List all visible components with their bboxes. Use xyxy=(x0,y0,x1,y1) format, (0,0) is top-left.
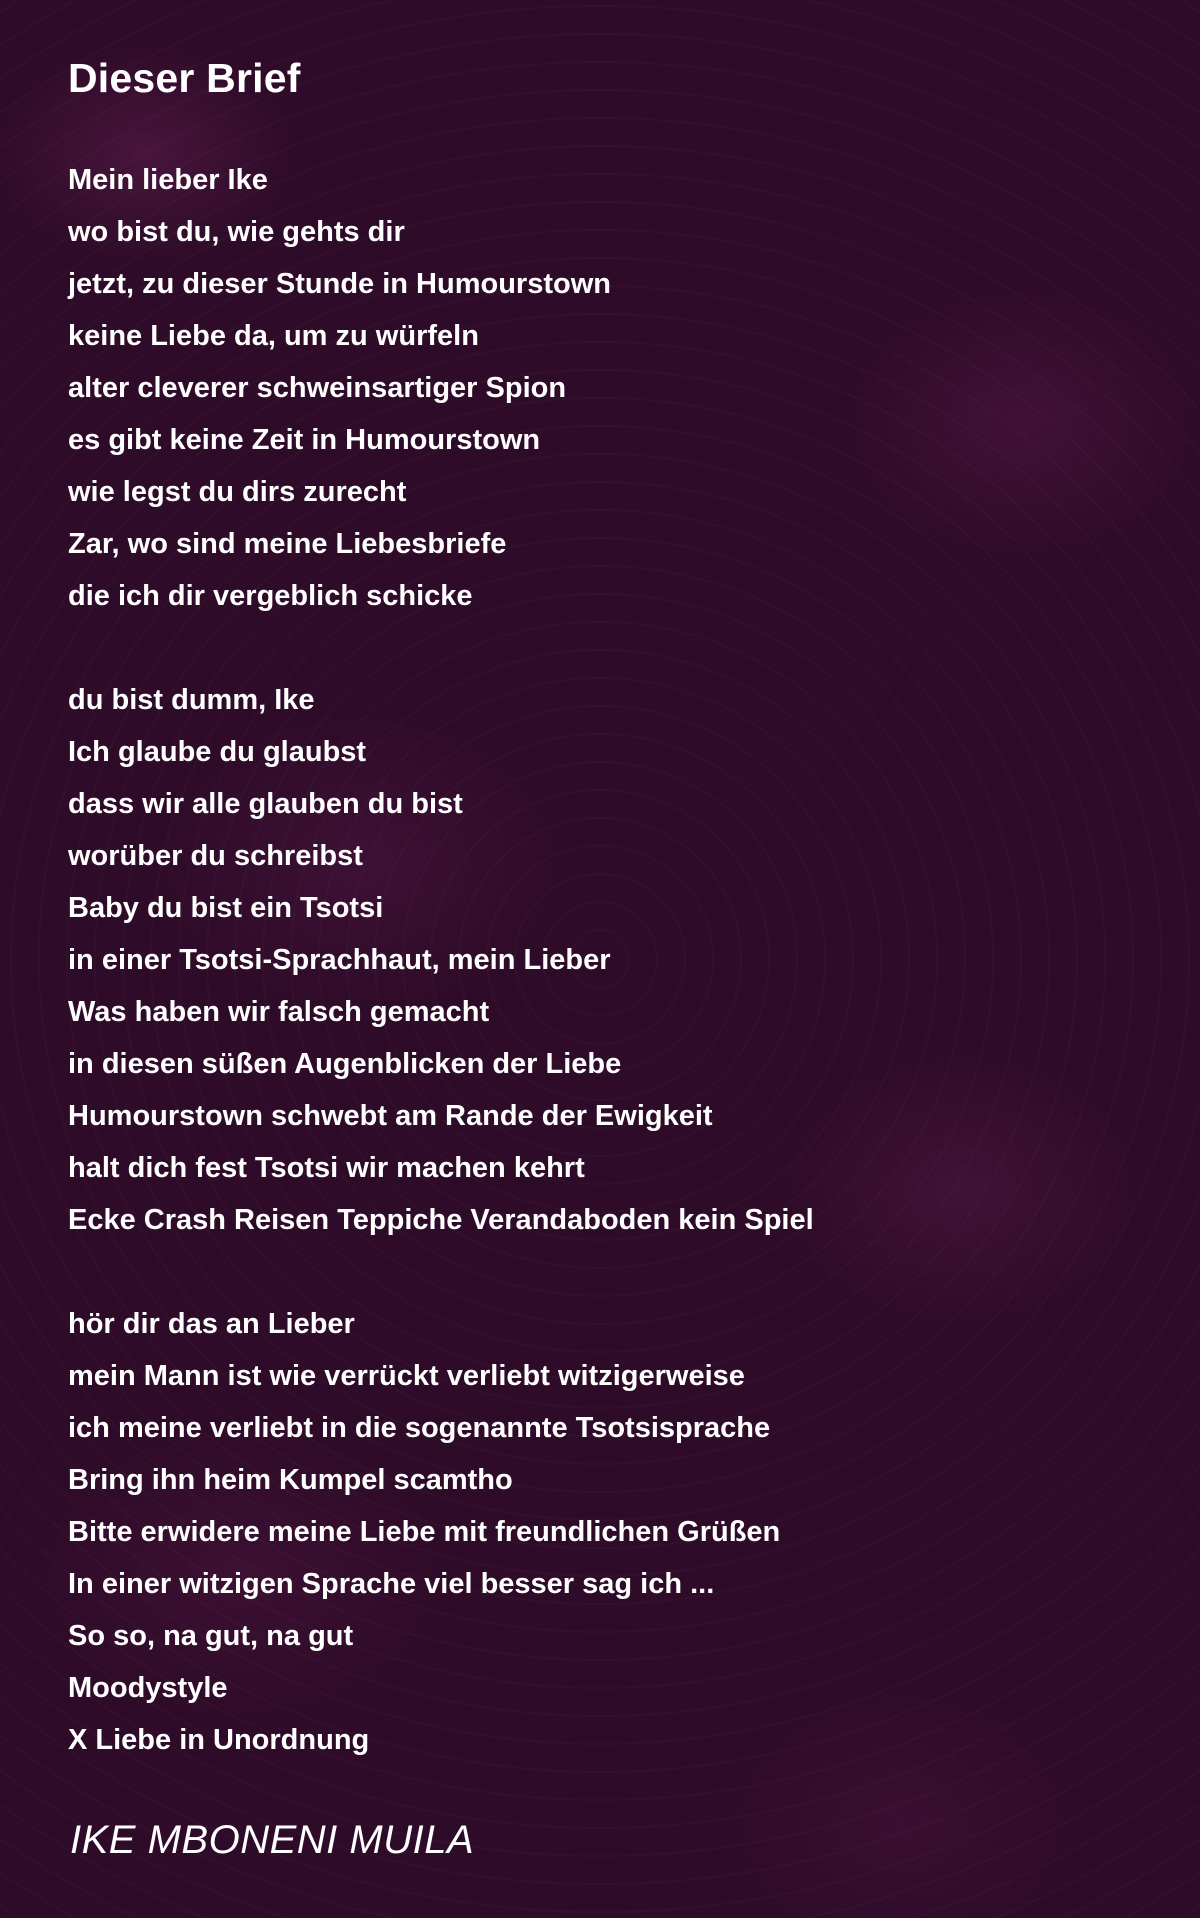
verse-line: wie legst du dirs zurecht xyxy=(68,476,407,508)
verse-line: Zar, wo sind meine Liebesbriefe xyxy=(68,528,507,560)
verse-line: X Liebe in Unordnung xyxy=(68,1724,370,1756)
verse-line: hör dir das an Lieber xyxy=(68,1308,355,1340)
verse-line: in diesen süßen Augenblicken der Liebe xyxy=(68,1048,622,1080)
verse-line: worüber du schreibst xyxy=(68,840,363,872)
verse-line: Mein lieber Ike xyxy=(68,164,268,196)
verse-line: es gibt keine Zeit in Humourstown xyxy=(68,424,541,456)
stanza-3 xyxy=(68,1298,1148,1766)
verse-line: alter cleverer schweinsartiger Spion xyxy=(68,372,567,404)
verse-line: Moodystyle xyxy=(68,1672,228,1704)
verse-line: du bist dumm, Ike xyxy=(68,684,315,716)
poem-title: Dieser Brief xyxy=(68,55,301,101)
verse-line: Was haben wir falsch gemacht xyxy=(68,996,490,1028)
verse-line: Ich glaube du glaubst xyxy=(68,736,367,768)
verse-line: Baby du bist ein Tsotsi xyxy=(68,892,384,924)
verse-line: mein Mann ist wie verrückt verliebt witzigerweise xyxy=(68,1360,745,1392)
poem-body xyxy=(68,154,1148,1766)
stanza-1 xyxy=(68,154,1148,622)
verse-line: keine Liebe da, um zu würfeln xyxy=(68,320,479,352)
verse-line: Ecke Crash Reisen Teppiche Verandaboden kein Spiel xyxy=(68,1204,814,1236)
verse-line: die ich dir vergeblich schicke xyxy=(68,580,473,612)
verse-line: Humourstown schwebt am Rande der Ewigkeit xyxy=(68,1100,713,1132)
verse-line: jetzt, zu dieser Stunde in Humourstown xyxy=(68,268,611,300)
verse-line: dass wir alle glauben du bist xyxy=(68,788,463,820)
verse-line: Bring ihn heim Kumpel scamtho xyxy=(68,1464,513,1496)
verse-line: In einer witzigen Sprache viel besser sag ich ... xyxy=(68,1568,715,1600)
verse-line: Bitte erwidere meine Liebe mit freundlichen Grüßen xyxy=(68,1516,781,1548)
verse-line: ich meine verliebt in die sogenannte Tsotsisprache xyxy=(68,1412,771,1444)
poem-author: IKE MBONENI MUILA xyxy=(70,1818,475,1862)
verse-line: halt dich fest Tsotsi wir machen kehrt xyxy=(68,1152,585,1184)
stanza-2 xyxy=(68,674,1148,1246)
verse-line: in einer Tsotsi-Sprachhaut, mein Lieber xyxy=(68,944,611,976)
verse-line: wo bist du, wie gehts dir xyxy=(68,216,405,248)
verse-line: So so, na gut, na gut xyxy=(68,1620,354,1652)
poem-card xyxy=(68,48,1148,1766)
